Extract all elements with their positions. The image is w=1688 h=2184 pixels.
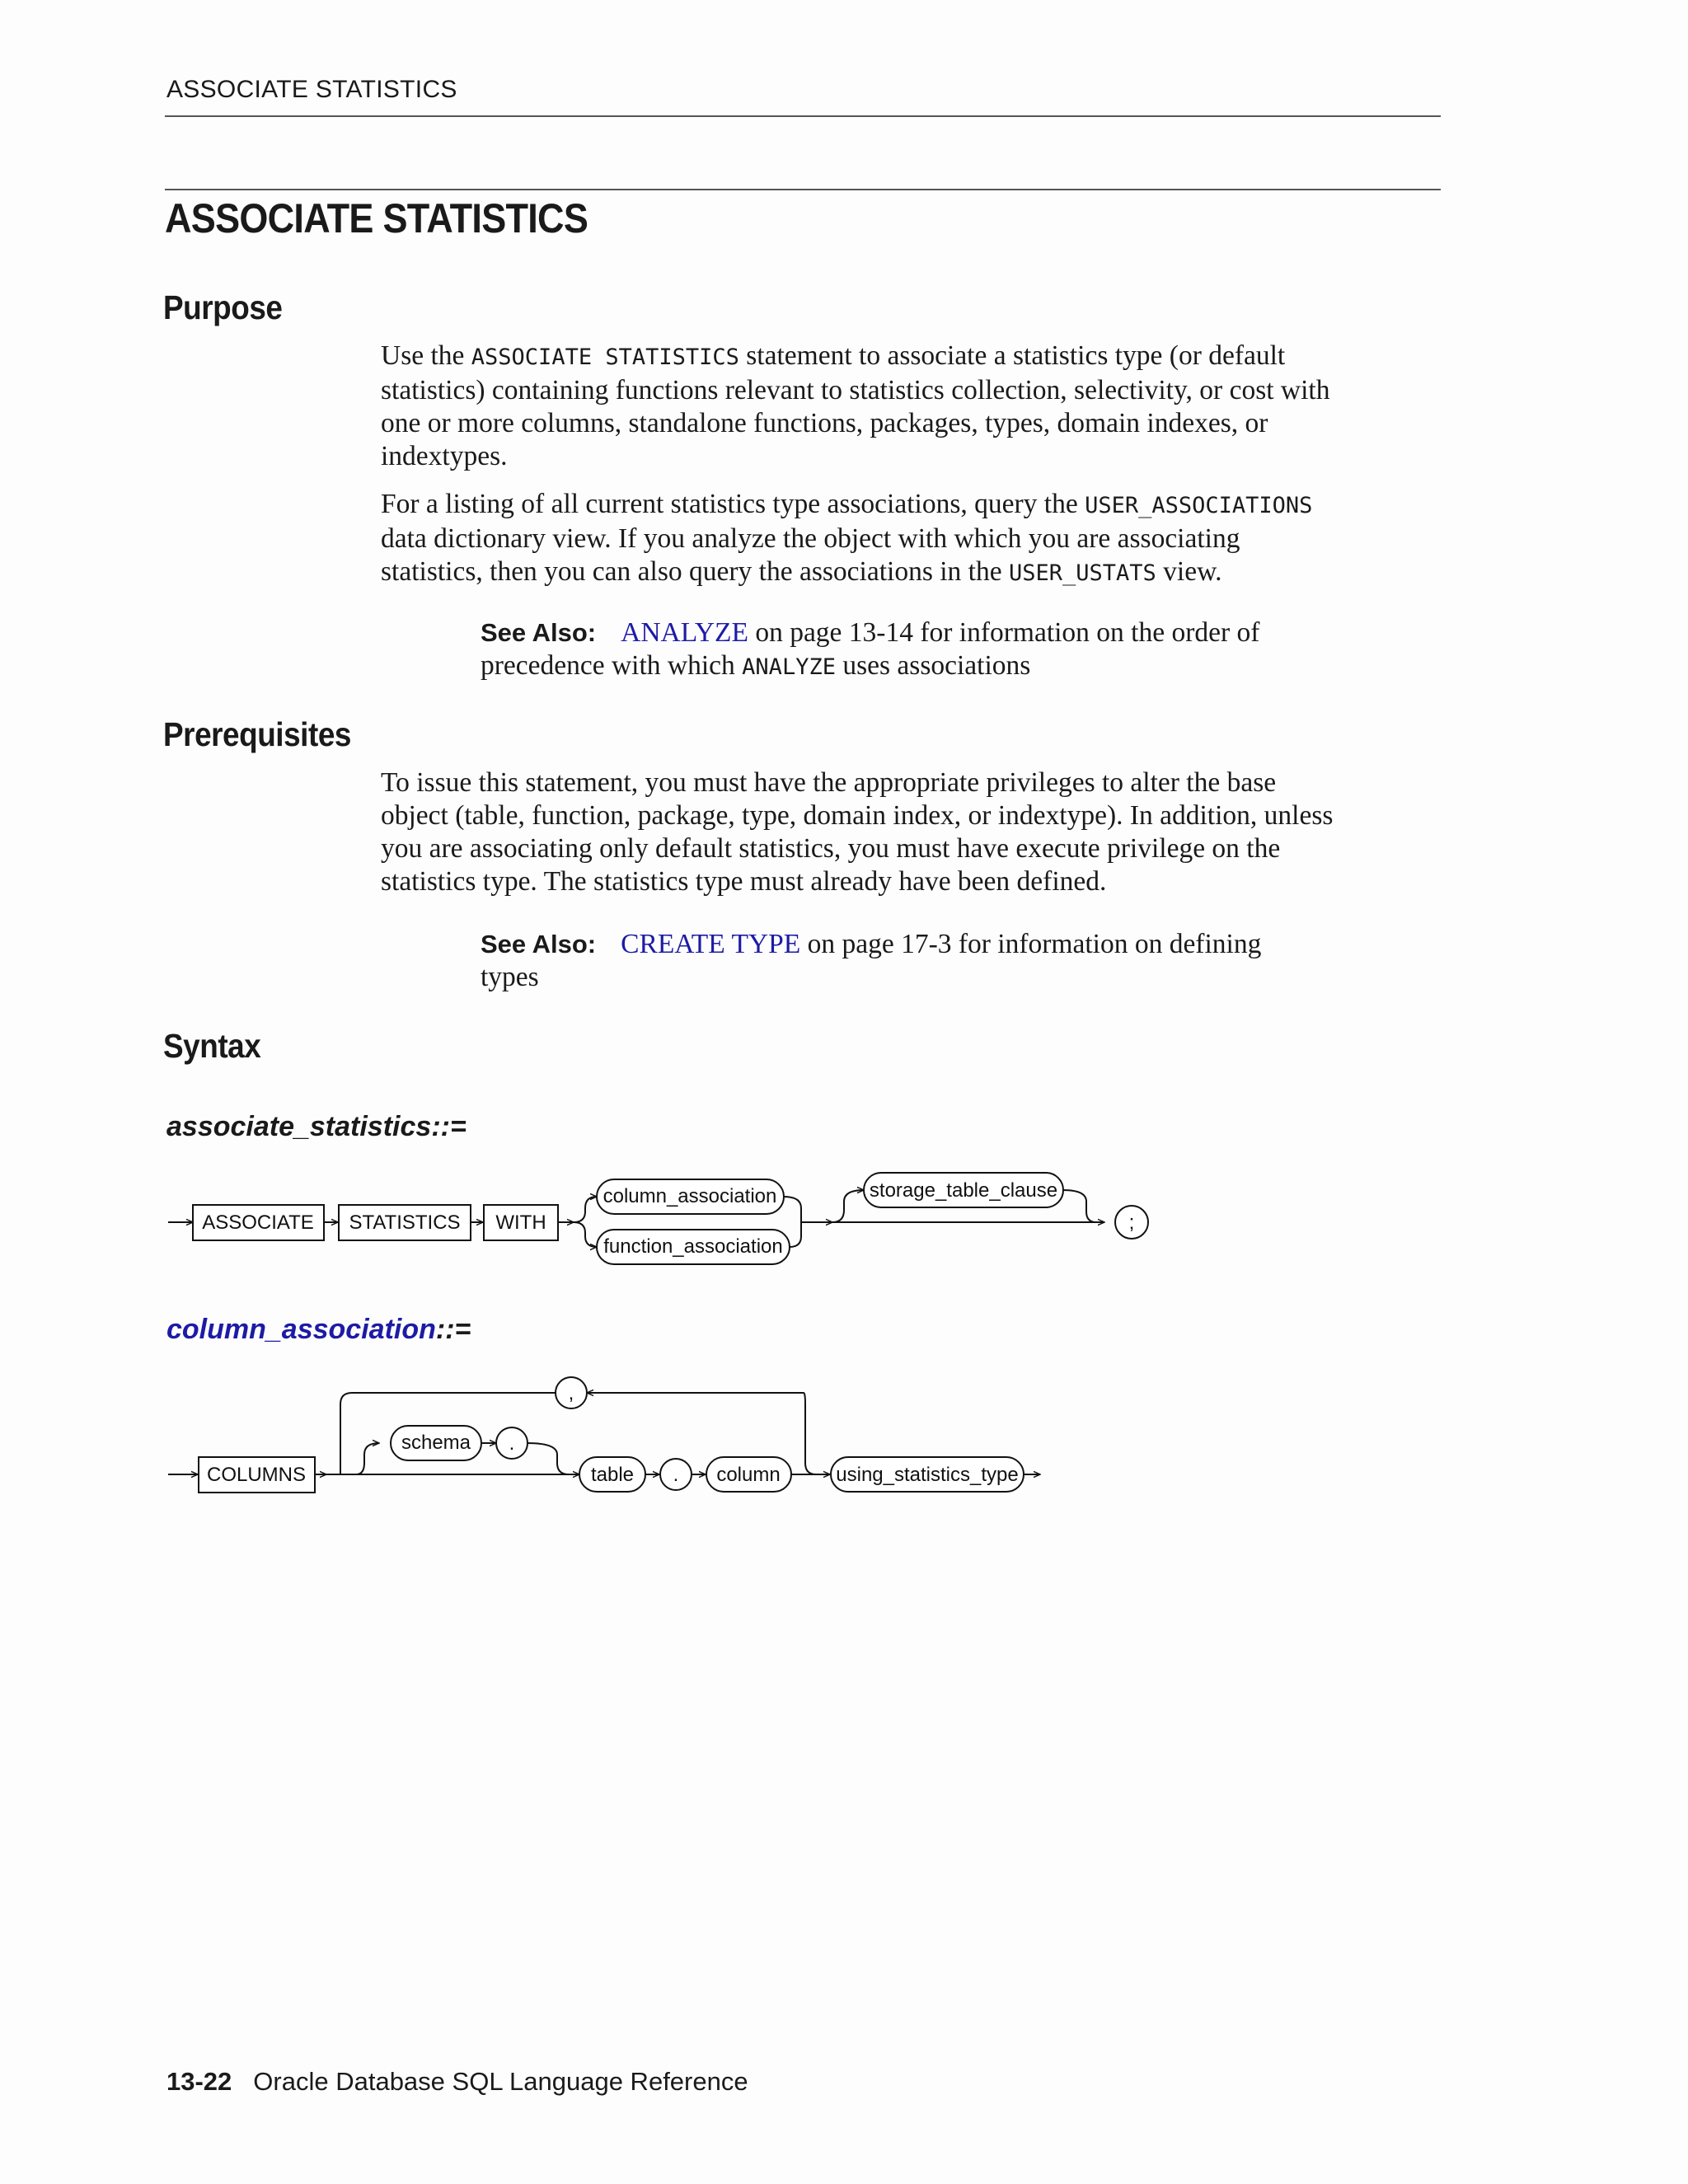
purpose-paragraph-2 (381, 488, 1452, 590)
text-run: on page 13-14 for information on the order of (748, 617, 1260, 648)
create-type-link[interactable]: CREATE TYPE (621, 929, 801, 959)
see-also-label: See Also: (481, 618, 597, 647)
code-user-associations: USER_ASSOCIATIONS (1085, 493, 1313, 518)
text-run: statement to associate a statistics type (or default (738, 340, 1286, 371)
columns-keyword: COLUMNS (206, 1464, 307, 1486)
production-operator: ::= (431, 1111, 467, 1142)
see-also-analyze (481, 616, 1387, 684)
title-rule (165, 189, 1441, 190)
code-user-ustats: USER_USTATS (1008, 560, 1156, 586)
text-run: precedence with which (481, 650, 743, 681)
semicolon-label: ; (1128, 1212, 1135, 1234)
purpose-paragraph-1 (381, 340, 1452, 473)
header-rule (165, 115, 1441, 117)
function-association-label: function_association (603, 1235, 783, 1258)
with-keyword: WITH (495, 1212, 546, 1234)
code-analyze: ANALYZE (742, 654, 836, 680)
text-line: To issue this statement, you must have the appropriate privileges to alter the base (381, 767, 1277, 798)
code-associate-statistics: ASSOCIATE STATISTICS (471, 344, 739, 370)
associate-keyword: ASSOCIATE (202, 1212, 314, 1234)
text-run: on page 17-3 for information on defining (800, 929, 1262, 959)
using-statistics-type-label: using_statistics_type (836, 1464, 1019, 1486)
page-title: ASSOCIATE STATISTICS (165, 195, 588, 241)
text-line: object (table, function, package, type, domain index, or indextype). In addition, unless (381, 800, 1334, 831)
comma-label: , (568, 1382, 574, 1404)
dot-label-2: . (673, 1464, 679, 1486)
statistics-keyword: STATISTICS (349, 1212, 461, 1234)
text-run: statistics, then you can also query the associations in the (381, 556, 1009, 587)
text-line: types (481, 962, 539, 992)
production-operator: ::= (435, 1314, 471, 1345)
production-name: associate_statistics (166, 1111, 432, 1142)
syntax-heading: Syntax (163, 1027, 261, 1065)
text-line: one or more columns, standalone functions, packages, types, domain indexes, or (381, 408, 1268, 438)
prerequisites-heading: Prerequisites (163, 715, 351, 753)
running-header: ASSOCIATE STATISTICS (166, 76, 457, 103)
text-run: uses associations (835, 650, 1031, 681)
text-run: view. (1156, 556, 1222, 587)
text-line: statistics type. The statistics type must already have been defined. (381, 866, 1107, 897)
see-also-create-type (481, 928, 1387, 994)
production-name[interactable]: column_association (166, 1314, 436, 1345)
storage-table-clause-label: storage_table_clause (869, 1179, 1058, 1202)
prerequisites-paragraph (381, 766, 1452, 898)
associate-statistics-production (166, 1111, 467, 1143)
text-run: Use the (381, 340, 471, 371)
schema-label: schema (401, 1432, 471, 1454)
page-number: 13-22 (166, 2067, 232, 2096)
analyze-link[interactable]: ANALYZE (621, 617, 748, 648)
purpose-heading: Purpose (163, 288, 283, 326)
text-line: data dictionary view. If you analyze the object with which you are associating (381, 523, 1240, 554)
table-label: table (590, 1464, 635, 1486)
associate-statistics-diagram (0, 1154, 1170, 1277)
column-association-production (166, 1314, 471, 1346)
column-label: column (716, 1464, 781, 1486)
book-title: Oracle Database SQL Language Reference (253, 2067, 748, 2096)
text-line: you are associating only default statistics, you must have execute privilege on the (381, 833, 1281, 864)
column-association-label: column_association (603, 1185, 777, 1207)
text-line: indextypes. (381, 441, 508, 471)
text-line: statistics) containing functions relevant to statistics collection, selectivity, or cost with (381, 375, 1330, 405)
see-also-label: See Also: (481, 930, 597, 958)
text-run: For a listing of all current statistics type associations, query the (381, 489, 1085, 519)
page-footer (166, 2067, 748, 2097)
dot-label-1: . (509, 1432, 515, 1455)
column-association-diagram (0, 1360, 1071, 1508)
